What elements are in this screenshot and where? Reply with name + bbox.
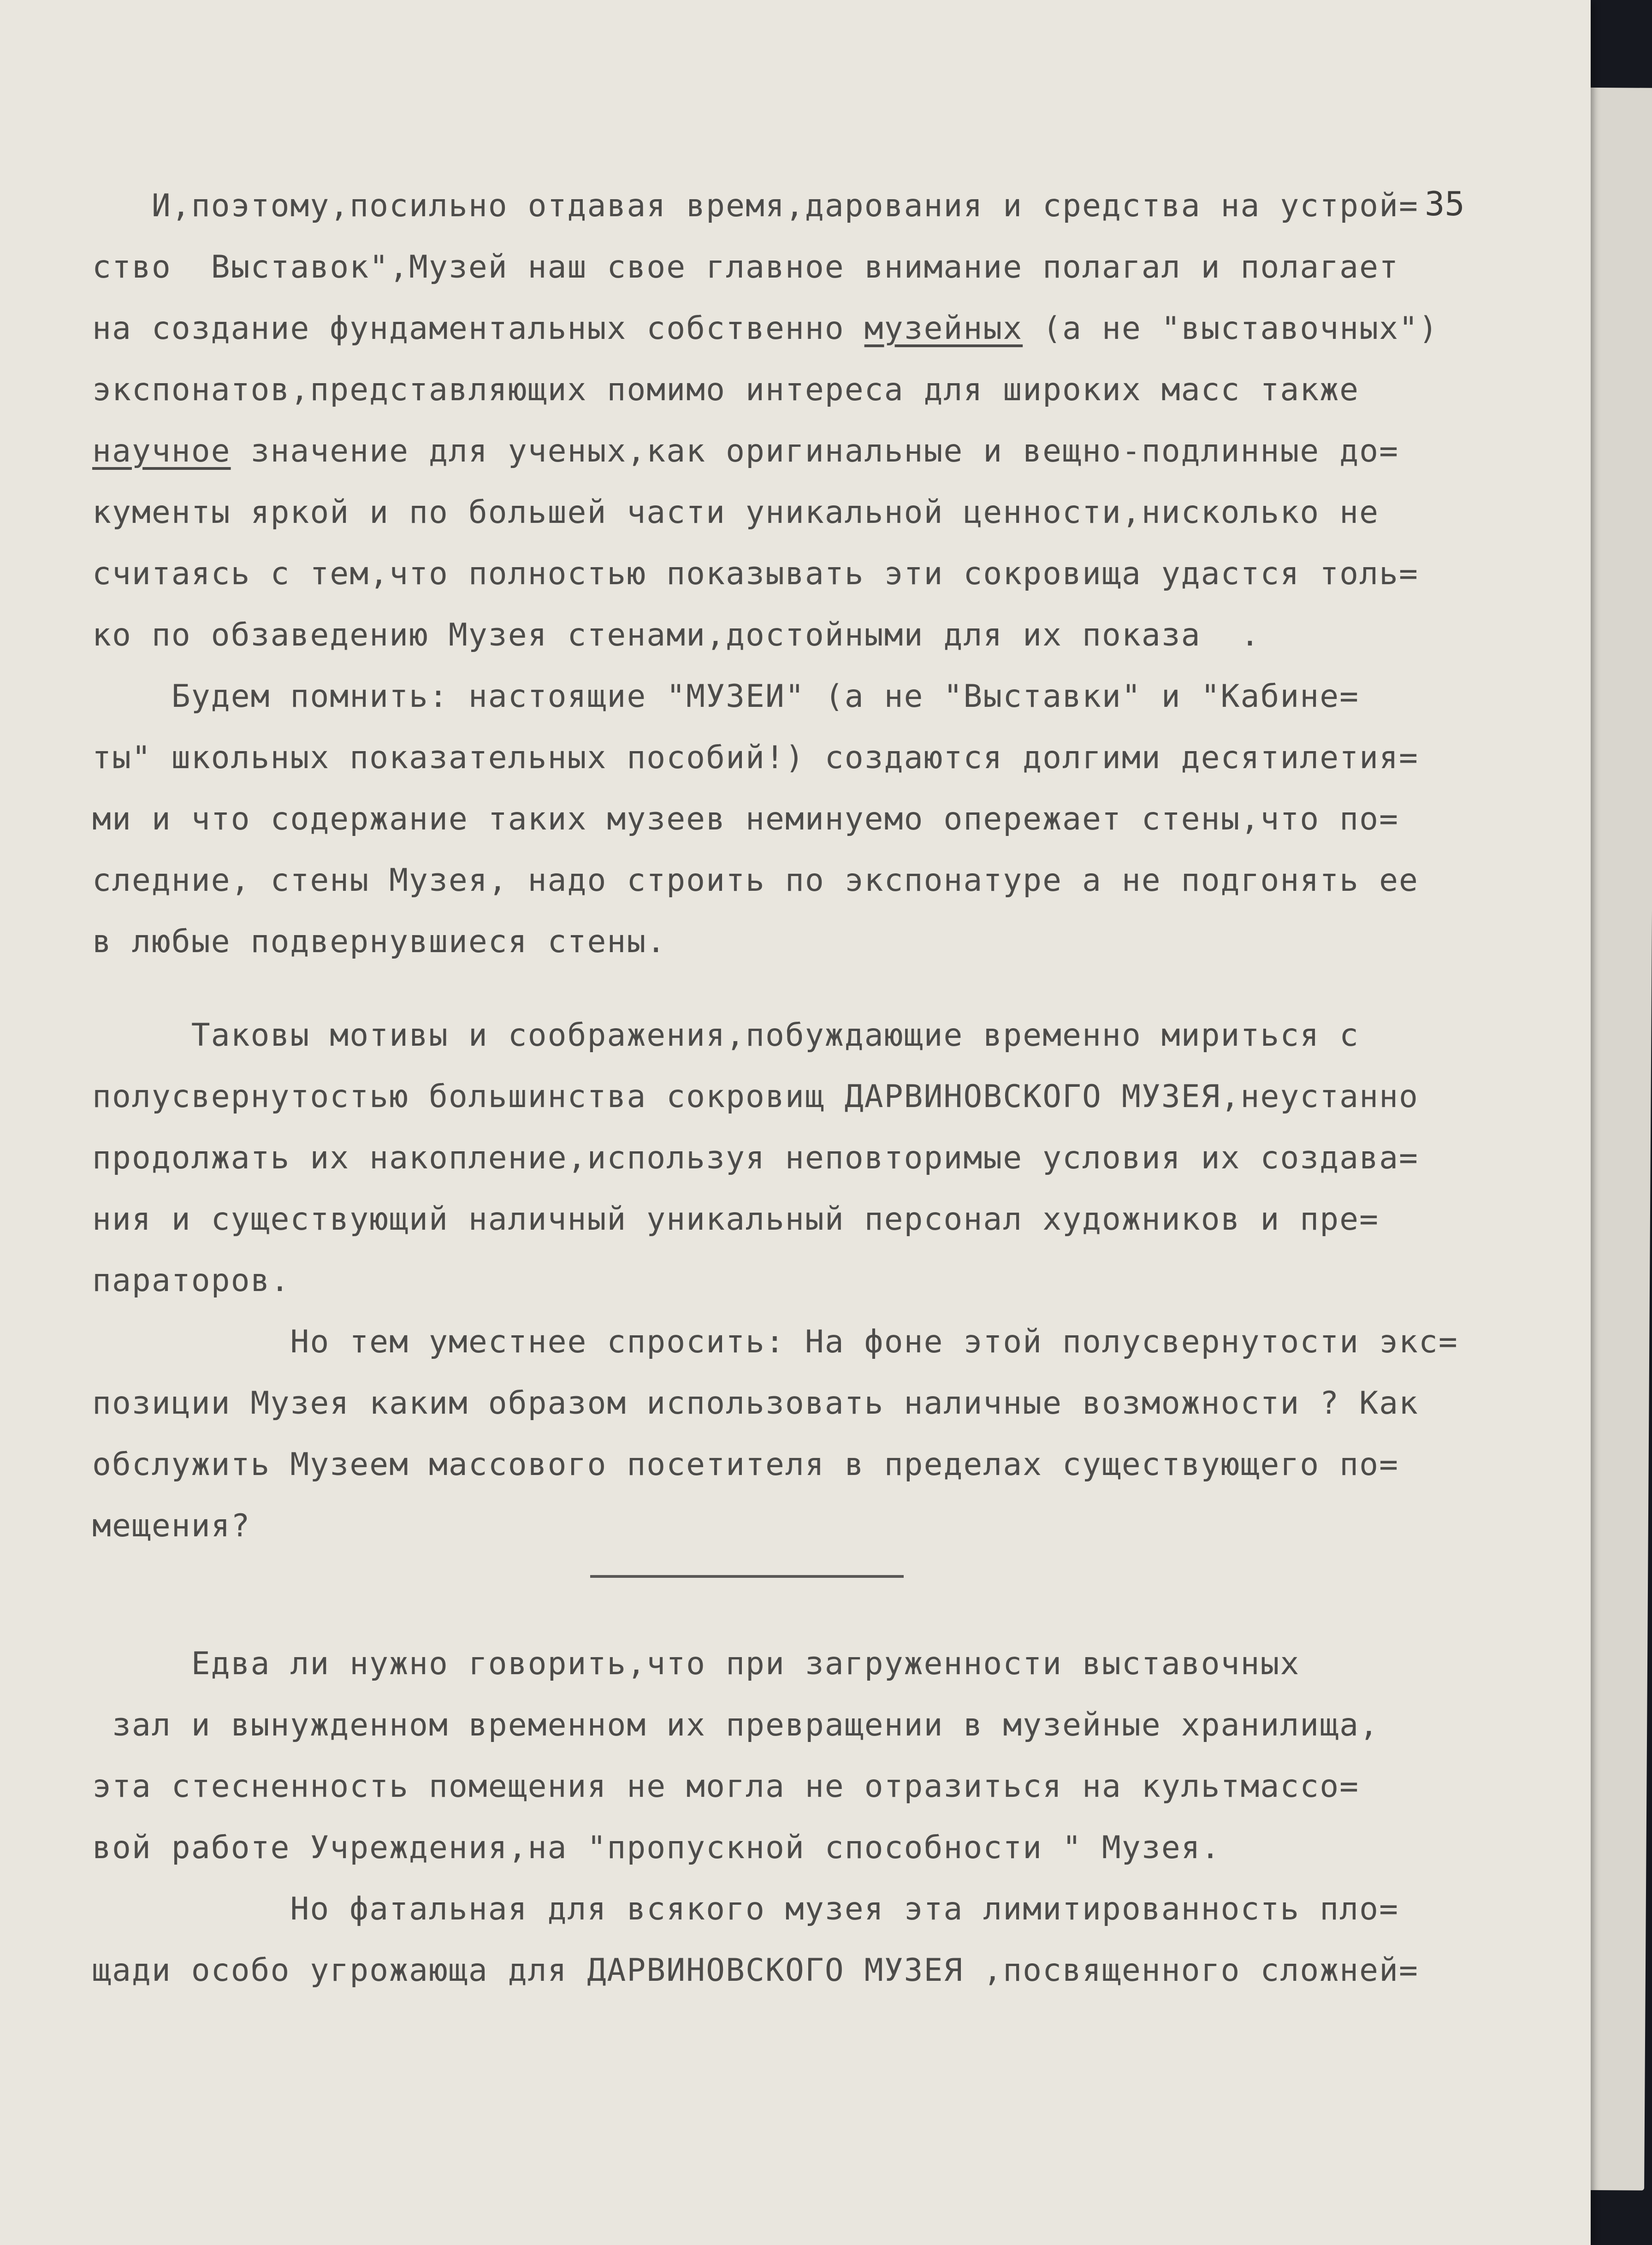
paragraph-1-line-6: кументы яркой и по большей части уникальной ценности,нисколько не: [92, 494, 1380, 531]
paragraph-4-line-2: позиции Музея каким образом использовать наличные возможности ? Как: [92, 1385, 1419, 1422]
paragraph-4-line-4: мещения?: [92, 1508, 251, 1544]
paragraph-1-line-8: ко по обзаведению Музея стенами,достойными для их показа .: [92, 617, 1261, 653]
paragraph-1-line-1: И,поэтому,посильно отдавая время,дарования и средства на устрой=: [92, 188, 1419, 224]
text-segment: (а не "выставочных"): [1023, 310, 1439, 347]
paragraph-3-line-1: Таковы мотивы и соображения,побуждающие временно мириться с: [92, 1017, 1360, 1054]
paragraph-5-line-4: вой работе Учреждения,на "пропускной способности " Музея.: [92, 1830, 1221, 1866]
paragraph-2-line-5: в любые подвернувшиеся стены.: [92, 924, 667, 960]
paragraph-5-line-3: эта стесненность помещения не могла не отразиться на культмассо=: [92, 1768, 1360, 1805]
paragraph-1-line-7: считаясь с тем,что полностью показывать эти сокровища удастся толь=: [92, 556, 1419, 592]
paragraph-3-line-5: параторов.: [92, 1262, 290, 1299]
paragraph-3-line-3: продолжать их накопление,используя неповторимые условия их создава=: [92, 1140, 1419, 1176]
underlined-word: музейных: [864, 310, 1023, 347]
paragraph-1-line-2: ство Выставок",Музей наш свое главное внимание полагал и полагает: [92, 249, 1399, 285]
paragraph-4-line-3: обслужить Музеем массового посетителя в пределах существующего по=: [92, 1446, 1399, 1483]
paragraph-gap: [92, 972, 1475, 1005]
paragraph-6-line-2: щади особо угрожающа для ДАРВИНОВСКОГО МУЗЕЯ ,посвященного сложней=: [92, 1952, 1419, 1989]
paragraph-2-line-2: ты" школьных показательных пособий!) создаются долгими десятилетия=: [92, 740, 1419, 776]
paragraph-2-line-1: Будем помнить: настоящие "МУЗЕИ" (а не "Выставки" и "Кабине=: [92, 678, 1360, 715]
paragraph-3-line-4: ния и существующий наличный уникальный персонал художников и пре=: [92, 1201, 1380, 1238]
paragraph-5-line-1: Едва ли нужно говорить,что при загруженности выставочных: [92, 1646, 1300, 1682]
underlined-word: научное: [92, 433, 231, 469]
section-divider: [590, 1575, 904, 1578]
page-number: 35: [1425, 184, 1465, 223]
paragraph-1-line-4: экспонатов,представляющих помимо интереса для широких масс также: [92, 372, 1360, 408]
text-segment: значение для ученых,как оригинальные и вещно-подлинные до=: [231, 433, 1399, 469]
paragraph-4-line-1: Но тем уместнее спросить: На фоне этой полусвернутости экс=: [92, 1324, 1458, 1360]
paragraph-2-line-3: ми и что содержание таких музеев неминуемо опережает стены,что по=: [92, 801, 1399, 837]
paragraph-1-line-5: [92, 421, 1475, 482]
paragraph-1-line-3: [92, 298, 1475, 359]
paragraph-2-line-4: следние, стены Музея, надо строить по экспонатуре а не подгонять ее: [92, 862, 1419, 899]
page-body: [92, 175, 1475, 2001]
paragraph-5-line-2: зал и вынужденном временном их превращении в музейные хранилища,: [92, 1707, 1380, 1743]
paragraph-3-line-2: полусвернутостью большинства сокровищ ДАРВИНОВСКОГО МУЗЕЯ,неустанно: [92, 1078, 1419, 1115]
text-segment: на создание фундаментальных собственно: [92, 310, 864, 347]
paragraph-6-line-1: Но фатальная для всякого музея эта лимитированность пло=: [92, 1891, 1399, 1927]
